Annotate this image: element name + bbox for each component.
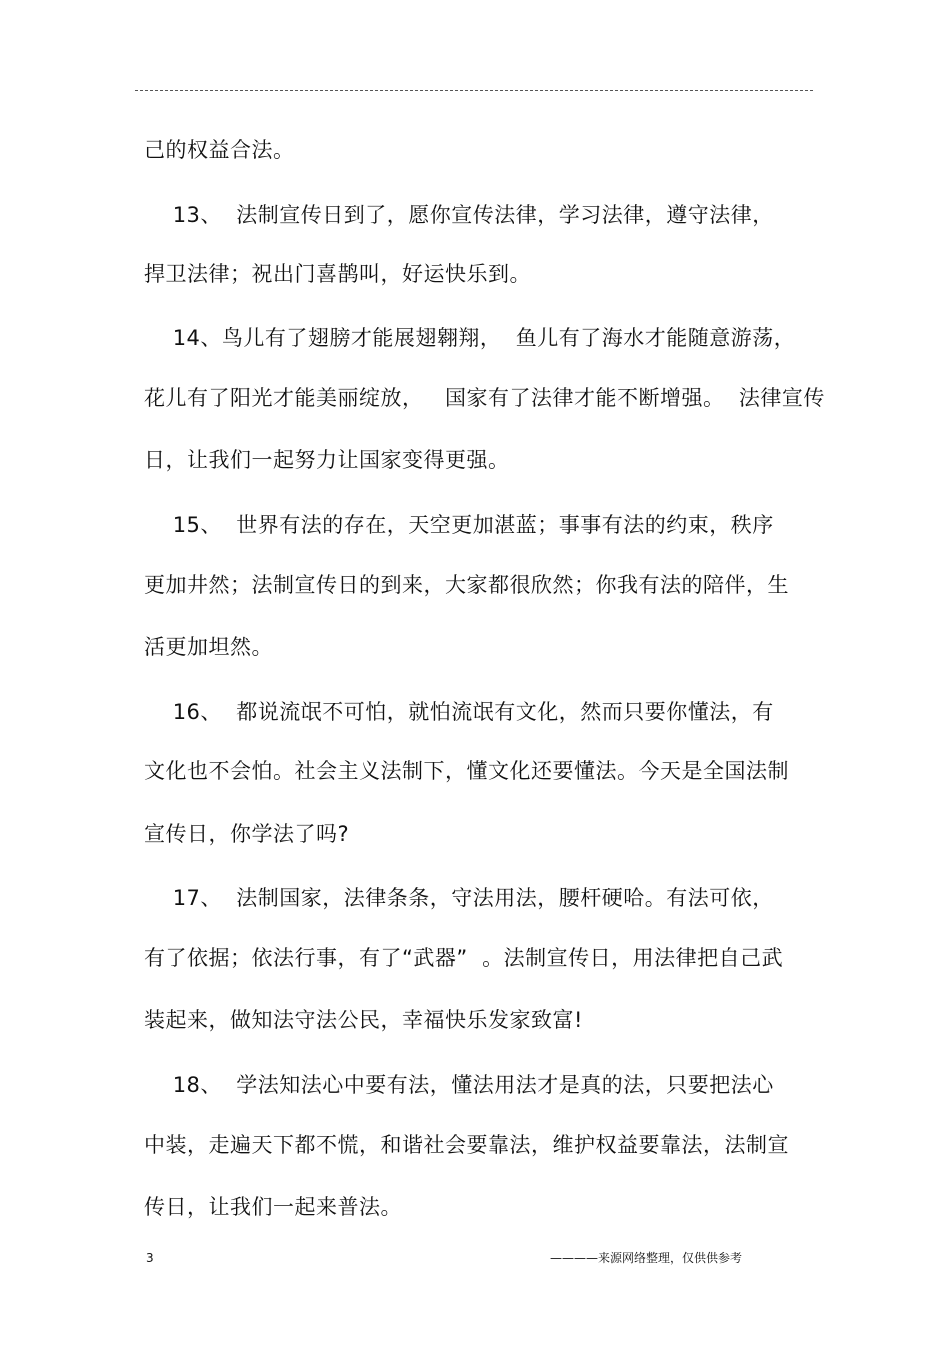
body-line: 18、 学法知法心中要有法，懂法用法才是真的法，只要把法心: [144, 1073, 774, 1097]
footer-source-note: ————来源网络整理，仅供供参考: [550, 1251, 743, 1265]
body-line: 文化也不会怕。社会主义法制下，懂文化还要懂法。今天是全国法制: [144, 759, 789, 783]
body-line: 更加井然；法制宣传日的到来，大家都很欣然；你我有法的陪伴，生: [144, 573, 789, 597]
body-line: 捍卫法律；祝出门喜鹊叫，好运快乐到。: [144, 262, 531, 286]
body-line: 有了依据；依法行事，有了“武器” 。法制宣传日，用法律把自己武: [144, 946, 784, 970]
body-line: 活更加坦然。: [144, 635, 273, 659]
body-line: 17、 法制国家，法律条条，守法用法，腰杆硬哈。有法可依，: [144, 886, 774, 910]
body-line: 装起来，做知法守法公民，幸福快乐发家致富!: [144, 1008, 583, 1032]
body-line: 日，让我们一起努力让国家变得更强。: [144, 448, 510, 472]
body-line: 宣传日，你学法了吗?: [144, 822, 350, 846]
body-line: 传日，让我们一起来普法。: [144, 1195, 402, 1219]
body-line: 14、鸟儿有了翅膀才能展翅翱翔， 鱼儿有了海水才能随意游荡，: [144, 326, 796, 350]
body-line: 中装，走遍天下都不慌，和谐社会要靠法，维护权益要靠法，法制宣: [144, 1133, 789, 1157]
header-divider: [135, 90, 813, 91]
body-line: 花儿有了阳光才能美丽绽放， 国家有了法律才能不断增强。 法律宣传: [144, 386, 825, 410]
body-line: 15、 世界有法的存在，天空更加湛蓝；事事有法的约束，秩序: [144, 513, 774, 537]
body-line: 己的权益合法。: [144, 138, 295, 162]
body-line: 16、 都说流氓不可怕，就怕流氓有文化，然而只要你懂法，有: [144, 700, 774, 724]
body-line: 13、 法制宣传日到了，愿你宣传法律，学习法律，遵守法律，: [144, 203, 774, 227]
page-number: 3: [146, 1251, 154, 1265]
